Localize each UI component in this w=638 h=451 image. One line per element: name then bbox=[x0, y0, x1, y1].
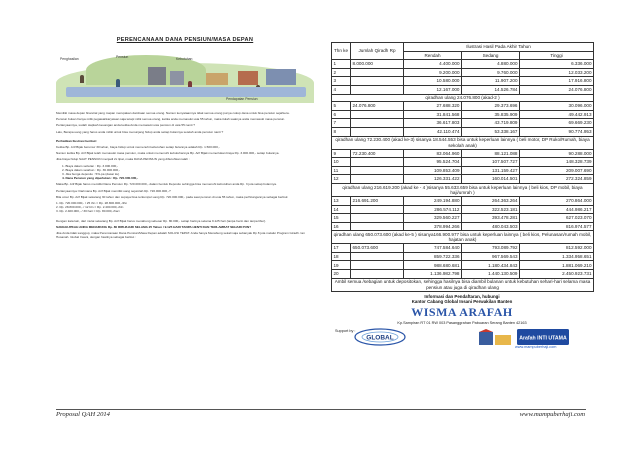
closing-paragraph: Dengan kata lain, dari mulai sekarang Bp. Arif Bijak harus menabung sebesar Rp. 80.000,- setiap harinya selama 9.125 hari (tanpa henti dan tanpa libur). bbox=[56, 218, 267, 223]
row-sedang-cell: 88.121.088 bbox=[462, 149, 520, 158]
row-qiradh-cell bbox=[351, 85, 404, 94]
row-rendah-cell: 126.331.422 bbox=[404, 175, 462, 184]
intro-paragraph: Lalu, Berapa uang yang harus anda miliki untuk bisa menunjang hidup anda setiap bulannya setelah anda pensiun nanti ? bbox=[56, 129, 224, 134]
illustration-paragraph: Jika biaya hidup SAAT PENSIUN menjadi 2x lipat, maka DANA PENSIUN yang dibutuhkan ialah : bbox=[56, 157, 190, 162]
row-rendah-cell: 378.994.266 bbox=[404, 222, 462, 231]
website-small: www.mampuberhaji.com bbox=[515, 345, 557, 350]
row-year-cell: 17 bbox=[332, 244, 351, 253]
row-year-cell: 20 bbox=[332, 270, 351, 279]
row-qiradh-cell bbox=[351, 222, 404, 231]
row-sedang-cell: 11.907.200 bbox=[462, 77, 520, 86]
requalification-note: Ambil semua /sebagian untuk depositokan, sehingga hasilnya bisa diambil bulanan untuk kebutuhan sehari-hari selama masa pensiun atau juga di qiradhan ulang bbox=[332, 278, 594, 291]
row-qiradh-cell bbox=[351, 205, 404, 214]
row-year-cell: 15 bbox=[332, 214, 351, 223]
building-image bbox=[170, 71, 184, 85]
row-sedang-cell: 1.440.130.509 bbox=[462, 270, 520, 279]
calc-item: 2. Biaya dalam setahun : Rp. 36.000.000,- bbox=[62, 167, 120, 172]
row-rendah-cell: 859.722.336 bbox=[404, 252, 462, 261]
row-qiradh-cell bbox=[351, 261, 404, 270]
closing-question: SANGGUPKAH ANDA MENABUNG Rp. 80 RIBU/HARI SELAMA 25 Tahun / 9.125 HARI TANPA HENTI DAN TERLAMBAT SEHARI PUN? bbox=[56, 224, 252, 229]
table-row bbox=[332, 222, 594, 231]
simulation-table bbox=[331, 42, 594, 292]
global-logo-text: GLOBAL bbox=[366, 334, 394, 342]
left-panel bbox=[56, 37, 314, 405]
global-logo bbox=[353, 327, 407, 347]
row-tinggi-cell: 90.288.000 bbox=[520, 149, 594, 158]
table-row bbox=[332, 158, 594, 167]
row-qiradh-cell bbox=[351, 252, 404, 261]
table-note-row bbox=[332, 94, 594, 102]
header-sedang: Sedang bbox=[462, 51, 520, 60]
table-row bbox=[332, 175, 594, 184]
row-qiradh-cell bbox=[351, 110, 404, 119]
row-year-cell: 2 bbox=[332, 68, 351, 77]
row-rendah-cell: 4.400.000 bbox=[404, 60, 462, 69]
row-rendah-cell: 286.574.112 bbox=[404, 205, 462, 214]
row-tinggi-cell: 627.023.070 bbox=[520, 214, 594, 223]
row-sedang-cell: 1.180.434.843 bbox=[462, 261, 520, 270]
table-row bbox=[332, 261, 594, 270]
row-tinggi-cell: 90.774.953 bbox=[520, 127, 594, 136]
house-image bbox=[238, 71, 258, 85]
header-tinggi: Tinggi bbox=[520, 51, 594, 60]
explanation-paragraph: Maka Bp. Arif Bijak harus memiliki Dana Pensiun Rp. 720.000.000,- dalam bentuk Deposito sehingga bisa memenuhi kebutuhan anda Rp. 3 juta setiap bulannya. bbox=[56, 182, 277, 187]
row-year-cell: 6 bbox=[332, 110, 351, 119]
table-note-row bbox=[332, 183, 594, 196]
row-rendah-cell: 988.680.681 bbox=[404, 261, 462, 270]
row-year-cell: 13 bbox=[332, 196, 351, 205]
illustration-paragraph: Namun ketika Bp. Arif Bijak telah memasuki masa pensiun, maka untuk memenuhi kebutuhannya Bp. Arif Bijak memerlukan biaya Rp. 3.000.000,- setiap bulannya. bbox=[56, 151, 280, 156]
calc-item: 1. Biaya dalam sebulan : Rp. 3.000.000,- bbox=[62, 163, 119, 168]
row-qiradh-cell: 72.230.400 bbox=[351, 149, 404, 158]
row-sedang-cell: 53.338.167 bbox=[462, 127, 520, 136]
illus-label: Penghasilan bbox=[60, 57, 79, 61]
building-image bbox=[148, 67, 166, 85]
row-qiradh-cell bbox=[351, 119, 404, 128]
illustration-paragraph: Ketika Bp. Arif Bijak berumur 30 tahun, biaya hidup untuk memenuhi kebutuhan setiap bulannya adalah Rp. 1.500.000,- bbox=[56, 145, 220, 150]
row-tinggi-cell: 272.324.859 bbox=[520, 175, 594, 184]
row-year-cell: 16 bbox=[332, 222, 351, 231]
address-line: Kp.Sampiran RT 01 RW 003 Pasanggrahan Pabuaran Serang Banten 42163 bbox=[397, 321, 527, 326]
table-row bbox=[332, 119, 594, 128]
row-tinggi-cell: 1.881.069.210 bbox=[520, 261, 594, 270]
calc-item: 4. Dana Pensiun yang diperlukan : Rp. 720.000.000,- bbox=[62, 176, 139, 181]
row-year-cell: 7 bbox=[332, 119, 351, 128]
brand-name: WISMA ARAFAH bbox=[411, 305, 513, 320]
requalification-note: qiradhan ulang 216.619.200 (akad ke - 4 )sisanya 55.633.659 bisa untuk keperluan lainnya ( beli kios, DP mobil, biaya haji/umrah ) bbox=[332, 183, 594, 196]
table-row bbox=[332, 127, 594, 136]
table-row bbox=[332, 244, 594, 253]
row-rendah-cell: 329.560.227 bbox=[404, 214, 462, 223]
row-qiradh-cell bbox=[351, 214, 404, 223]
row-qiradh-cell: 216.691.200 bbox=[351, 196, 404, 205]
table-note-row bbox=[332, 278, 594, 291]
row-rendah-cell: 12.167.000 bbox=[404, 85, 462, 94]
row-year-cell: 8 bbox=[332, 127, 351, 136]
table-row bbox=[332, 205, 594, 214]
row-rendah-cell: 31.841.568 bbox=[404, 110, 462, 119]
row-qiradh-cell bbox=[351, 175, 404, 184]
table-row bbox=[332, 60, 594, 69]
row-qiradh-cell bbox=[351, 127, 404, 136]
row-rendah-cell: 249.194.880 bbox=[404, 196, 462, 205]
table-row bbox=[332, 214, 594, 223]
calc-item: 3. Jika bunga deposito : 5%-pa (dasar ku) bbox=[62, 172, 120, 177]
requalification-note: qiradhan ulang 650.073.600 (akad ke-5 ) sisanya166.900.977 bisa untuk keperluan lainnya ( beli kios, Pelunasan/rumah mobil, hajatan anak) bbox=[332, 231, 594, 244]
person-figure bbox=[116, 79, 120, 87]
row-tinggi-cell: 1.334.958.651 bbox=[520, 252, 594, 261]
row-qiradh-cell bbox=[351, 77, 404, 86]
row-qiradh-cell bbox=[351, 158, 404, 167]
support-section bbox=[331, 327, 593, 353]
row-tinggi-cell: 24.076.800 bbox=[520, 85, 594, 94]
row-sedang-cell: 131.159.427 bbox=[462, 166, 520, 175]
row-rendah-cell: 10.580.000 bbox=[404, 77, 462, 86]
table-row bbox=[332, 149, 594, 158]
mdpu-logo-text: Arafah INTI UTAMA bbox=[519, 335, 567, 342]
row-year-cell: 11 bbox=[332, 166, 351, 175]
row-sedang-cell: 35.835.909 bbox=[462, 110, 520, 119]
row-rendah-cell: 1.136.982.798 bbox=[404, 270, 462, 279]
row-year-cell: 5 bbox=[332, 102, 351, 111]
info-line: Informasi dan Pendaftaran, hubungi bbox=[424, 293, 500, 299]
row-sedang-cell: 14.526.784 bbox=[462, 85, 520, 94]
row-sedang-cell: 4.880.000 bbox=[462, 60, 520, 69]
intro-paragraph: Pertanyaannya, sudah siapkah keuangan anda ketika Anda memasuki usia pensiun di usia 55 nanti ? bbox=[56, 123, 195, 128]
row-tinggi-cell: 270.864.000 bbox=[520, 196, 594, 205]
row-qiradh-cell bbox=[351, 68, 404, 77]
row-sedang-cell: 793.089.792 bbox=[462, 244, 520, 253]
row-rendah-cell: 27.688.320 bbox=[404, 102, 462, 111]
row-sedang-cell: 160.014.501 bbox=[462, 175, 520, 184]
formula-line: 2. Rp. 28.800.000,- / 12 bln = Rp. 2.400.000,-/bln bbox=[56, 205, 124, 210]
table-row bbox=[332, 270, 594, 279]
formula-line: 1. Rp. 720.000.000,- / 25 thn = Rp. 28.800.000,-/thn bbox=[56, 201, 128, 206]
illus-label: Pensiun bbox=[116, 55, 129, 59]
row-sedang-cell: 393.478.281 bbox=[462, 214, 520, 223]
row-tinggi-cell: 444.986.217 bbox=[520, 205, 594, 214]
row-sedang-cell: 43.719.809 bbox=[462, 119, 520, 128]
requalification-note: qiradhan ulang 72.230.400 (akad ke-3) sisanya 18.544.553 bisa untuk keperluan lainnya ( beli motor, DP Ruko/Rumah, biaya sekolah anak) bbox=[332, 136, 594, 149]
row-year-cell: 14 bbox=[332, 205, 351, 214]
table-row bbox=[332, 77, 594, 86]
row-qiradh-cell: 8.000.000 bbox=[351, 60, 404, 69]
header-jumlah: Jumlah Qiradh Rp bbox=[351, 43, 404, 60]
right-panel bbox=[331, 42, 593, 375]
row-sedang-cell: 264.363.264 bbox=[462, 196, 520, 205]
intro-paragraph: Pensiun bukan hanya milik pegawai/karyawan saja tetapi milik semua orang, ketika anda memasuki usia 55 tahun, maka itulah saatnya anda memasuki masa pensiun. bbox=[56, 117, 286, 122]
row-tinggi-cell: 148.328.739 bbox=[520, 158, 594, 167]
office-line: Kantor Cabang Global Insani Perwakilan Banten bbox=[411, 298, 513, 304]
intro-paragraph: Memiliki masa depan financial yang mapan merupakan dambaan semua orang. Namun kenyataannya tidak semua orang punya cukup dana untuk bisa pensiun sejahtera. bbox=[56, 111, 290, 115]
table-note-row bbox=[332, 231, 594, 244]
row-rendah-cell: 109.853.409 bbox=[404, 166, 462, 175]
explanation-paragraph: Bila umur Bp. Arif Bijak sekarang 30 tahun dan supaya bisa terkumpul uang Rp. 720.000.000,- pada saat pensiun di usia 55 tahun, maka perhitungannya sebagai berikut: bbox=[56, 194, 289, 199]
header-ilustrasi: Ilustrasi Hasil Pada Akhir Tahun bbox=[404, 43, 594, 52]
header-thn: Thn ke bbox=[332, 43, 351, 60]
row-tinggi-cell: 812.592.000 bbox=[520, 244, 594, 253]
table-header-row bbox=[332, 43, 594, 52]
table-row bbox=[332, 196, 594, 205]
row-qiradh-cell bbox=[351, 270, 404, 279]
explanation-paragraph: Pertanyaannya: Darimana Bp. Arif Bijak memiliki uang sejumlah Rp. 720.000.000,-? bbox=[56, 188, 171, 193]
support-label: Support by : bbox=[335, 329, 356, 334]
road-band bbox=[66, 87, 306, 97]
row-qiradh-cell: 650.073.600 bbox=[351, 244, 404, 253]
illus-label: Pendapatan Pensiun bbox=[226, 97, 258, 101]
table-row bbox=[332, 252, 594, 261]
row-year-cell: 3 bbox=[332, 77, 351, 86]
footer-website: www.mampuberhaji.com bbox=[519, 411, 585, 418]
row-year-cell: 10 bbox=[332, 158, 351, 167]
arafah-inti-utama-logo bbox=[517, 329, 569, 345]
illus-label: Kebutuhan bbox=[176, 57, 193, 61]
row-tinggi-cell: 2.450.923.731 bbox=[520, 270, 594, 279]
row-tinggi-cell: 30.096.000 bbox=[520, 102, 594, 111]
table-row bbox=[332, 68, 594, 77]
row-year-cell: 18 bbox=[332, 252, 351, 261]
row-rendah-cell: 42.110.474 bbox=[404, 127, 462, 136]
table-row bbox=[332, 166, 594, 175]
row-sedang-cell: 29.373.696 bbox=[462, 102, 520, 111]
row-tinggi-cell: 69.669.230 bbox=[520, 119, 594, 128]
building-image bbox=[266, 69, 296, 85]
pension-illustration bbox=[56, 45, 314, 107]
row-sedang-cell: 480.043.503 bbox=[462, 222, 520, 231]
section-title: PERENCANAAN DANA PENSIUN/MASA DEPAN bbox=[116, 37, 254, 43]
row-year-cell: 19 bbox=[332, 261, 351, 270]
row-year-cell: 9 bbox=[332, 149, 351, 158]
row-qiradh-cell bbox=[351, 166, 404, 175]
row-sedang-cell: 107.507.727 bbox=[462, 158, 520, 167]
row-sedang-cell: 9.760.000 bbox=[462, 68, 520, 77]
illustration-heading: Perhatikan Ilustrasi berikut: bbox=[56, 138, 97, 143]
house-image bbox=[206, 73, 228, 85]
row-tinggi-cell: 12.033.200 bbox=[520, 68, 594, 77]
row-tinggi-cell: 209.007.690 bbox=[520, 166, 594, 175]
table-note-row bbox=[332, 136, 594, 149]
row-year-cell: 1 bbox=[332, 60, 351, 69]
row-year-cell: 4 bbox=[332, 85, 351, 94]
row-tinggi-cell: 49.442.913 bbox=[520, 110, 594, 119]
row-rendah-cell: 36.617.803 bbox=[404, 119, 462, 128]
row-qiradh-cell: 24.076.800 bbox=[351, 102, 404, 111]
table-row bbox=[332, 85, 594, 94]
footer-divider bbox=[56, 409, 586, 410]
row-rendah-cell: 747.584.640 bbox=[404, 244, 462, 253]
row-sedang-cell: 967.569.543 bbox=[462, 252, 520, 261]
row-sedang-cell: 322.523.181 bbox=[462, 205, 520, 214]
row-tinggi-cell: 17.916.800 bbox=[520, 77, 594, 86]
row-rendah-cell: 9.200.000 bbox=[404, 68, 462, 77]
person-figure bbox=[80, 75, 84, 83]
table-row bbox=[332, 102, 594, 111]
row-rendah-cell: 95.524.704 bbox=[404, 158, 462, 167]
closing-paragraph: Jika Anda tidak sanggup, maka Perencanaan Dana Pensiun/Masa Depan adalah SOLUSI TEPAT. Anda hanya Menabung sekali saja sebanyak Rp 8 juta melalui Program Giradh. Ian Hosanah. Global Insani, dengan hasilnya sebagai berikut : bbox=[56, 231, 305, 240]
formula-line: 3. Rp. 2.400.000,- / 30 hari = Rp. 80.000,-/hari bbox=[56, 209, 120, 214]
header-rendah: Rendah bbox=[404, 51, 462, 60]
arafah-emblem-logo bbox=[477, 329, 513, 347]
row-year-cell: 12 bbox=[332, 175, 351, 184]
row-tinggi-cell: 6.336.000 bbox=[520, 60, 594, 69]
row-tinggi-cell: 816.974.577 bbox=[520, 222, 594, 231]
footer-document-name: Proposal QAH 2014 bbox=[56, 411, 110, 418]
requalification-note: qiradhan ulang 24.076.800 (akad-2 ) bbox=[332, 94, 594, 102]
table-row bbox=[332, 110, 594, 119]
row-rendah-cell: 83.064.960 bbox=[404, 149, 462, 158]
